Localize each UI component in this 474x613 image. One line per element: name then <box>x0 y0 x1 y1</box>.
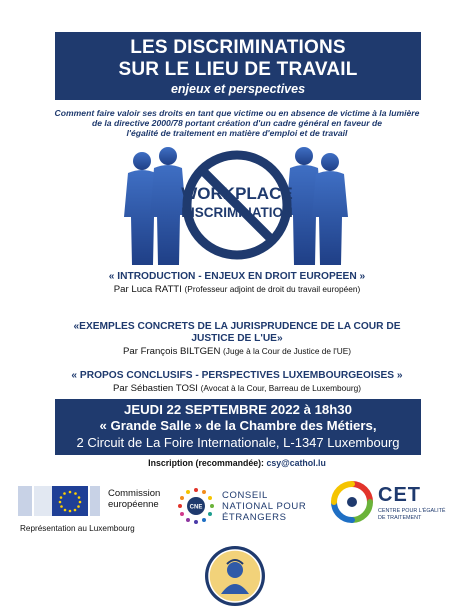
cet-logo <box>330 478 460 528</box>
session-conclusion <box>30 370 444 395</box>
session-jurisprudence <box>30 321 444 358</box>
intro-line: l'égalité de traitement en matière d'emploi et de travail <box>126 128 348 139</box>
cet-name: CET <box>378 484 421 506</box>
session-title-cont: JUSTICE DE L'UE» <box>191 333 283 344</box>
registration-label: Inscription (recommandée): <box>148 458 264 468</box>
registration-line <box>0 458 474 468</box>
event-date: JEUDI 22 SEPTEMBRE 2022 à 18h30 <box>124 402 352 417</box>
cet-subtitle-line: CENTRE POUR L'ÉGALITÉ <box>378 508 446 514</box>
ec-name <box>108 488 160 510</box>
session-speaker <box>30 345 444 358</box>
speaker-role: (Professeur adjoint de droit du travail européen) <box>184 284 361 294</box>
organization-seal-icon <box>203 544 267 608</box>
session-speaker <box>30 382 444 395</box>
ec-representation: Représentation au Luxembourg <box>20 524 135 533</box>
page-subtitle: enjeux et perspectives <box>170 82 306 96</box>
page-title-line1: LES DISCRIMINATIONS <box>130 37 346 58</box>
intro-text <box>40 108 434 139</box>
event-venue: « Grande Salle » de la Chambre des Métiers, <box>99 418 377 433</box>
hero-word1: WORKPLACE <box>181 184 293 203</box>
intro-line: de la directive 2000/78 portant création d'un cadre général en faveur de <box>91 118 383 129</box>
session-title: «EXEMPLES CONCRETS DE LA JURISPRUDENCE DE LA COUR DE <box>73 321 401 332</box>
speaker-role: (Avocat à la Cour, Barreau de Luxembourg) <box>200 383 361 393</box>
speaker-name: Par François BILTGEN <box>122 346 221 357</box>
speaker-name: Par Sébastien TOSI <box>113 383 198 394</box>
cne-name <box>222 490 306 523</box>
intro-line: Comment faire valoir ses droits en tant que victime ou en absence de victime à la lumière <box>54 108 420 118</box>
cne-badge: CNE <box>189 504 203 511</box>
session-introduction <box>30 271 444 296</box>
cne-name-line: NATIONAL POUR <box>222 501 307 512</box>
cne-logo <box>176 484 316 532</box>
page-title-line2: SUR LE LIEU DE TRAVAIL <box>118 59 358 80</box>
ec-name-line: européenne <box>108 499 159 510</box>
cne-name-line: CONSEIL <box>222 490 268 501</box>
speaker-name: Par Luca RATTI <box>113 284 182 295</box>
session-speaker <box>30 283 444 296</box>
cne-name-line: ÉTRANGERS <box>222 512 287 523</box>
session-title: « INTRODUCTION - ENJEUX EN DROIT EUROPEEN » <box>108 271 366 282</box>
hero-word2: DISCRIMINATION <box>181 205 293 220</box>
cne-dots-icon <box>176 486 216 526</box>
event-address: 2 Circuit de La Foire Internationale, L-1347 Luxembourg <box>76 435 400 450</box>
title-banner <box>55 32 421 100</box>
cet-subtitle-line: DE TRAITEMENT <box>378 514 422 521</box>
european-commission-logo <box>18 482 161 537</box>
event-details-banner <box>55 399 421 455</box>
session-title: « PROPOS CONCLUSIFS - PERSPECTIVES LUXEMBOURGEOISES » <box>71 370 403 381</box>
workplace-discrimination-illustration <box>120 147 354 265</box>
eu-flag-icon <box>18 486 100 516</box>
cet-people-icon <box>330 480 374 524</box>
speaker-role: (Juge à la Cour de Justice de l'UE) <box>223 346 351 356</box>
registration-email-link[interactable]: csy@cathol.lu <box>266 458 326 468</box>
ec-name-line: Commission <box>108 488 161 499</box>
cet-subtitle <box>378 508 446 521</box>
